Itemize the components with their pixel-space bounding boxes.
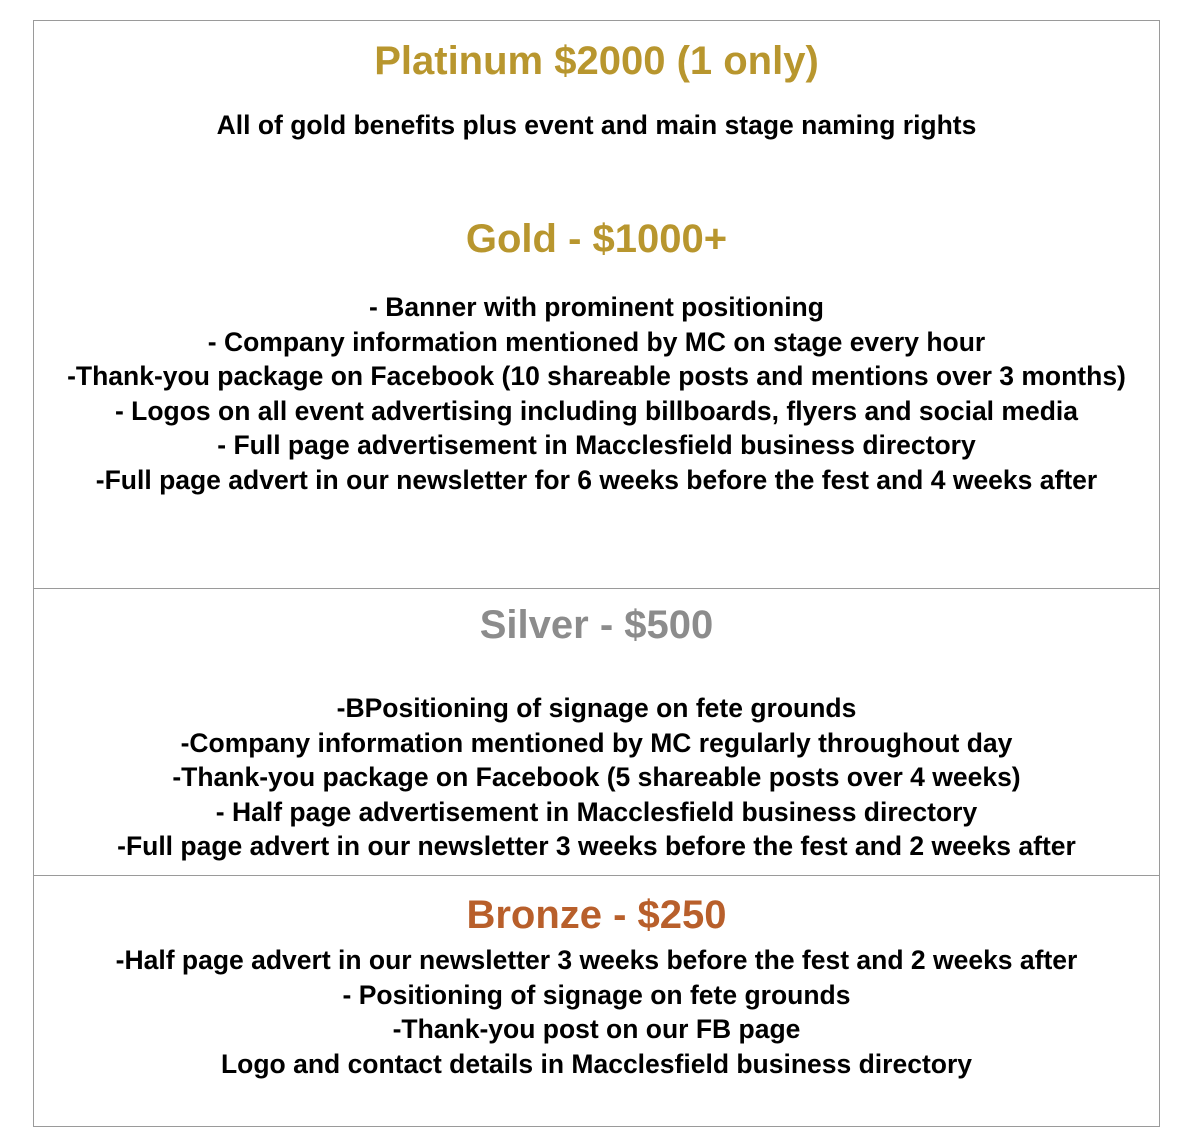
benefit-line: - Half page advertisement in Macclesfield business directory (215, 796, 978, 827)
benefit-line: -Thank-you package on Facebook (10 shareable posts and mentions over 3 months) (67, 361, 1126, 391)
silver-cell (34, 588, 1159, 876)
bronze-tier-benefits (44, 943, 1149, 1081)
silver-tier-benefits (44, 691, 1149, 864)
benefit-line: -Full page advert in our newsletter for 6 weeks before the fest and 4 weeks after (95, 464, 1098, 495)
benefit-line: -Half page advert in our newsletter 3 weeks before the fest and 2 weeks after (115, 945, 1078, 975)
benefit-line: Logo and contact details in Macclesfield business directory (220, 1048, 973, 1079)
benefit-line: - Company information mentioned by MC on stage every hour (207, 326, 986, 357)
gold-tier-title: Gold - $1000+ (465, 217, 728, 261)
benefit-line: - Full page advertisement in Macclesfield business directory (217, 430, 976, 460)
benefit-line: - Positioning of signage on fete grounds (342, 979, 851, 1010)
bronze-cell (34, 875, 1159, 1128)
benefit-line: - Banner with prominent positioning (369, 292, 824, 322)
sponsorship-table (33, 20, 1160, 1127)
benefit-line: -Thank-you post on our FB page (392, 1014, 801, 1044)
benefit-line: -Full page advert in our newsletter 3 weeks before the fest and 2 weeks after (117, 831, 1076, 861)
platinum-tier-benefits (44, 108, 1149, 143)
benefit-line: -BPositioning of signage on fete grounds (336, 693, 857, 723)
platinum-gold-cell (34, 21, 1159, 588)
gold-tier-benefits (44, 290, 1149, 497)
benefit-line: -Thank-you package on Facebook (5 shareable posts over 4 weeks) (172, 762, 1021, 792)
benefit-line: All of gold benefits plus event and main stage naming rights (216, 110, 977, 140)
bronze-tier-title: Bronze - $250 (466, 893, 727, 937)
platinum-tier-title: Platinum $2000 (1 only) (374, 39, 819, 83)
benefit-line: - Logos on all event advertising including billboards, flyers and social media (114, 395, 1079, 426)
benefit-line: -Company information mentioned by MC regularly throughout day (180, 727, 1013, 758)
silver-tier-title: Silver - $500 (479, 603, 714, 647)
